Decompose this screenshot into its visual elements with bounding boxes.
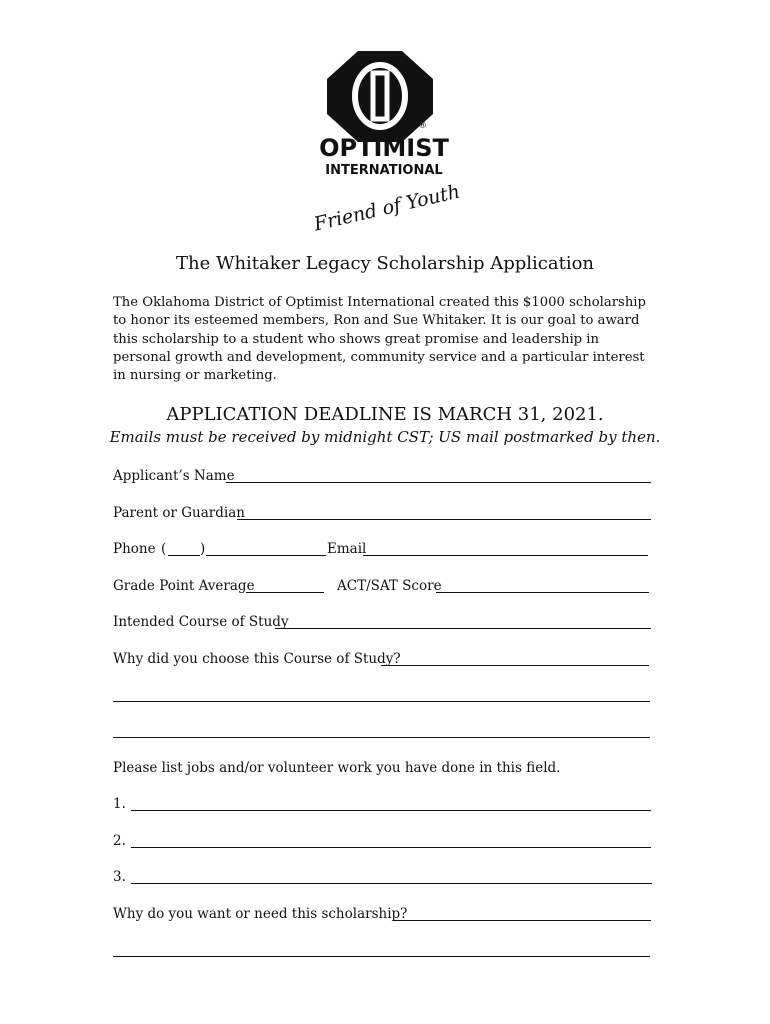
act-sat-field[interactable] [436,577,649,593]
parent-guardian-label: Parent or Guardian [113,505,245,521]
phone-area-close: ) [200,541,206,557]
course-of-study-label: Intended Course of Study [113,614,289,630]
gpa-field[interactable] [246,577,324,593]
svg-text:®: ® [418,121,427,131]
optimist-octagon-icon [305,48,465,233]
jobs-item-3-label: 3. [113,869,126,885]
why-scholarship-field[interactable] [394,905,651,921]
logo-org-text: INTERNATIONAL [325,163,443,178]
email-field[interactable] [363,540,648,556]
page-title: The Whitaker Legacy Scholarship Application [175,253,595,274]
why-scholarship-label: Why do you want or need this scholarship? [113,906,408,922]
applicant-name-label: Applicant’s Name [113,468,235,484]
optimist-international-logo [305,48,465,233]
why-course-line-2[interactable] [113,686,650,702]
applicant-name-field[interactable] [226,467,651,483]
intro-paragraph: The Oklahoma District of Optimist International created this $1000 scholarship to honor its esteemed members, Ron and Sue Whitaker. It is our goal to award this scholarship to a student who shows great promise and leadership in personal growth and development, community service and a particular interest in nursing or marketing. [113,295,646,384]
jobs-item-3-field[interactable] [131,868,652,884]
jobs-item-2-field[interactable] [131,832,651,848]
gpa-label: Grade Point Average [113,578,255,594]
jobs-item-2-label: 2. [113,833,126,849]
phone-label: Phone [113,541,156,557]
act-sat-label: ACT/SAT Score [337,578,442,594]
deadline-heading: APPLICATION DEADLINE IS MARCH 31, 2021. [166,404,604,425]
why-course-line-3[interactable] [113,722,650,738]
logo-tagline-text: Friend of Youth [311,180,463,233]
deadline-note: Emails must be received by midnight CST; US mail postmarked by then. [109,428,661,446]
jobs-item-1-field[interactable] [131,795,651,811]
why-course-label: Why did you choose this Course of Study? [113,651,401,667]
jobs-prompt-label: Please list jobs and/or volunteer work you have done in this field. [113,760,561,776]
parent-guardian-field[interactable] [237,504,651,520]
logo-brand-text: OPTIMIST [319,134,449,162]
course-of-study-field[interactable] [275,613,651,629]
why-course-field[interactable] [381,650,649,666]
phone-number-field[interactable] [206,540,326,556]
phone-area-code-field[interactable] [168,540,200,556]
why-scholarship-line-2[interactable] [113,941,650,957]
jobs-item-1-label: 1. [113,796,126,812]
email-label: Email [327,541,367,557]
phone-area-open: ( [161,541,167,557]
